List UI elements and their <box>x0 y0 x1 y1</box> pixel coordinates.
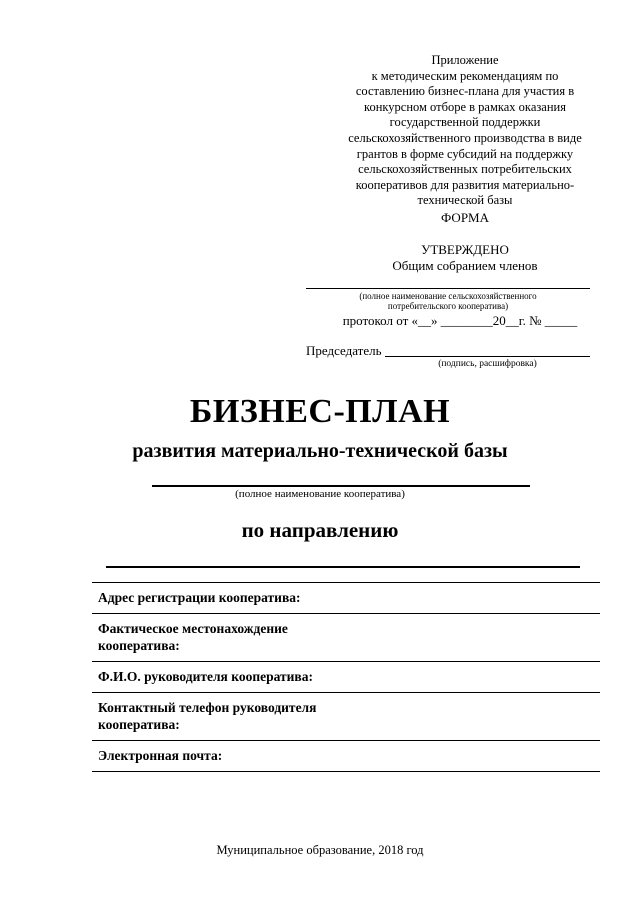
appendix-line: кооперативов для развития материально- <box>355 177 575 192</box>
coop-name-line <box>306 288 590 289</box>
signature-hint: (подпись, расшифровка) <box>438 359 537 369</box>
forma-label: ФОРМА <box>441 210 489 225</box>
direction-heading: по направлению <box>241 518 399 542</box>
email-label: Электронная почта: <box>92 741 600 772</box>
appendix-line: к методическим рекомендациям по <box>371 68 559 83</box>
coop-name-hint <box>306 291 590 311</box>
coop-name-hint-line: (полное наименование сельскохозяйственного <box>359 291 537 301</box>
appendix-line: конкурсном отборе в рамках оказания <box>364 99 566 114</box>
document-title: БИЗНЕС-ПЛАН <box>189 393 451 430</box>
actual-location-label: Фактическое местонахождение кооператива: <box>92 614 600 662</box>
table-row <box>92 741 600 772</box>
protocol-line: протокол от «__» ________20__г. № _____ <box>342 313 578 328</box>
appendix-line: грантов в форме субсидий на поддержку <box>356 146 574 161</box>
footer-municipality: Муниципальное образование, 2018 год <box>216 843 424 857</box>
table-row <box>92 583 600 614</box>
head-phone-label: Контактный телефон руководителя кооператива: <box>92 693 600 741</box>
table-row <box>92 693 600 741</box>
head-name-label: Ф.И.О. руководителя кооператива: <box>92 662 600 693</box>
table-row <box>92 662 600 693</box>
approved-label: УТВЕРЖДЕНО <box>421 242 509 257</box>
appendix-line: государственной поддержки <box>389 115 541 130</box>
direction-line <box>106 566 580 568</box>
appendix-note <box>330 53 600 209</box>
appendix-line: Приложение <box>431 53 499 67</box>
appendix-line: сельскохозяйственных потребительских <box>358 162 572 177</box>
appendix-line: технической базы <box>417 193 513 208</box>
approved-by: Общим собранием членов <box>392 258 538 273</box>
coop-name-hint-line: потребительского кооператива) <box>387 301 509 311</box>
chairman-label: Председатель <box>306 343 382 358</box>
registration-address-label: Адрес регистрации кооператива: <box>92 583 600 614</box>
appendix-line: сельскохозяйственного производства в виде <box>348 130 582 145</box>
appendix-line: составлению бизнес-плана для участия в <box>355 84 575 99</box>
approval-block <box>330 242 600 274</box>
cooperative-info-table <box>92 582 600 772</box>
document-subtitle: развития материально-технической базы <box>132 440 508 462</box>
coop-fullname-caption: (полное наименование кооператива) <box>235 488 405 500</box>
table-row <box>92 614 600 662</box>
signature-line <box>385 356 590 357</box>
coop-fullname-line <box>152 485 530 487</box>
